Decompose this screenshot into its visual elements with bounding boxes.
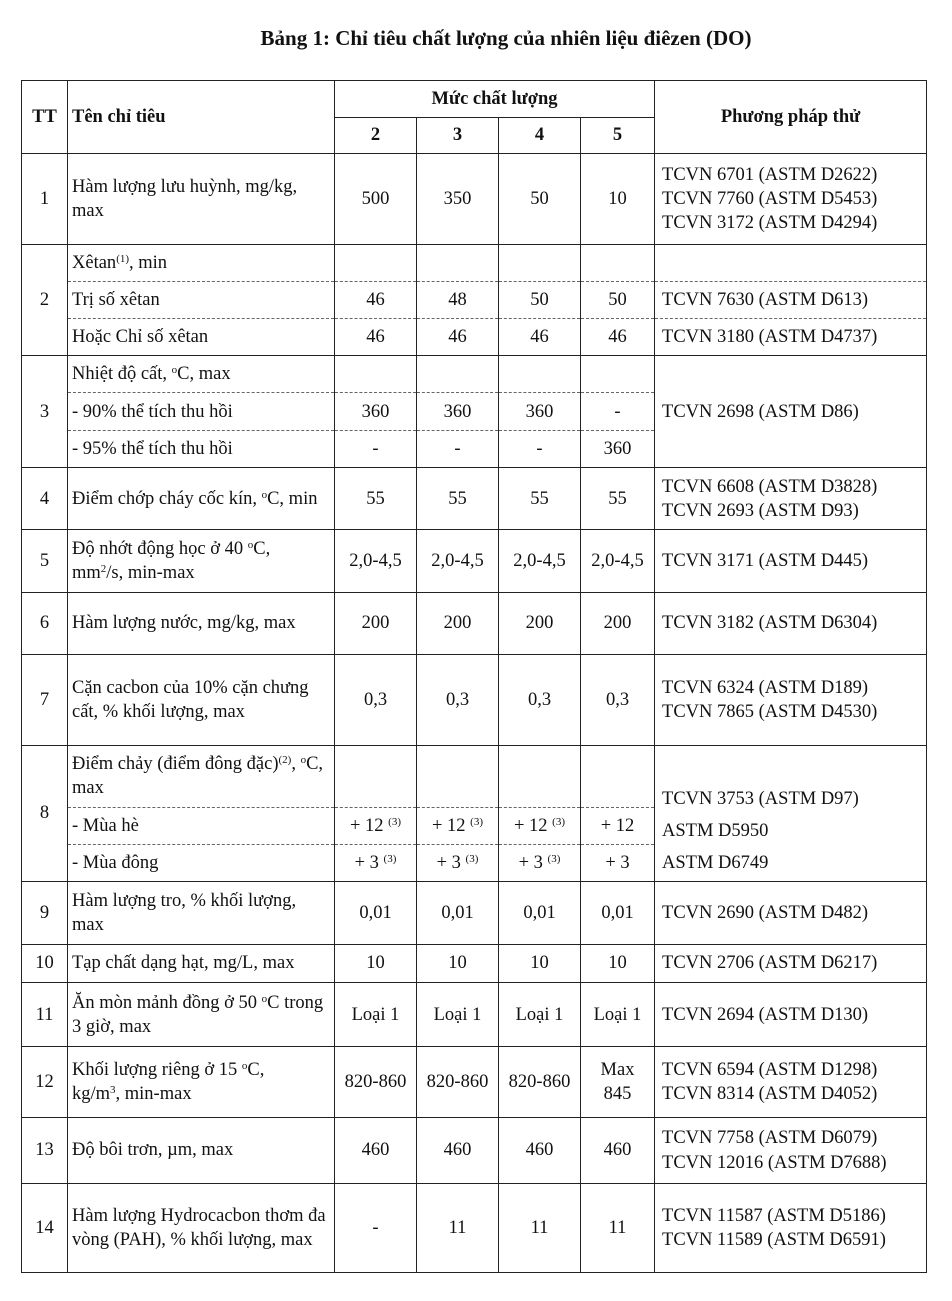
row-tt: 7 (22, 655, 68, 746)
method-line: TCVN 3753 (ASTM D97) (662, 789, 859, 810)
row-value: Loại 1 (335, 982, 417, 1046)
header-method: Phương pháp thử (655, 81, 927, 154)
row-tt: 1 (22, 154, 68, 245)
table-row (22, 655, 927, 746)
table-row (22, 882, 927, 944)
row-method (655, 745, 927, 882)
row-value: 46 (417, 319, 499, 356)
row-value: - (335, 1184, 417, 1273)
row-value: 0,3 (335, 655, 417, 746)
row-value: + 12 $^{(3)}$ (499, 807, 581, 844)
row-name: Độ bôi trơn, µm, max (68, 1117, 335, 1183)
method-line: TCVN 7760 (ASTM D5453) (662, 188, 878, 209)
row-tt: 8 (22, 745, 68, 882)
row-value: 0,01 (581, 882, 655, 944)
row-name: Tạp chất dạng hạt, mg/L, max (68, 944, 335, 982)
method-line: TCVN 8314 (ASTM D4052) (662, 1084, 878, 1105)
row-value: 200 (417, 592, 499, 654)
row-value: 48 (417, 281, 499, 318)
row-value: 460 (581, 1117, 655, 1183)
row-subname: - Mùa đông (68, 845, 335, 882)
row-method (655, 1117, 927, 1183)
method-line: TCVN 7865 (ASTM D4530) (662, 701, 878, 722)
header-tt: TT (22, 81, 68, 154)
row-value: + 3 $^{(3)}$ (335, 845, 417, 882)
row-value: 46 (335, 319, 417, 356)
row-value: 0,01 (417, 882, 499, 944)
row-method: TCVN 3182 (ASTM D6304) (655, 592, 927, 654)
row-name: Xêtan$^{(1)}$, min (68, 244, 335, 281)
row-value: 11 (499, 1184, 581, 1273)
row-method (655, 1184, 927, 1273)
row-value: - (417, 430, 499, 467)
header-quality-group: Mức chất lượng (335, 81, 655, 118)
method-line: TCVN 6701 (ASTM D2622) (662, 164, 878, 185)
row-value: 55 (499, 467, 581, 529)
table-row (22, 1117, 927, 1183)
row-value: 460 (417, 1117, 499, 1183)
row-value: 0,01 (335, 882, 417, 944)
row-value: 500 (335, 154, 417, 245)
table-row (22, 319, 927, 356)
row-method: TCVN 2706 (ASTM D6217) (655, 944, 927, 982)
row-value: 10 (581, 154, 655, 245)
row-subname: Hoặc Chỉ số xêtan (68, 319, 335, 356)
row-value: 55 (581, 467, 655, 529)
row-value: 2,0-4,5 (417, 530, 499, 592)
table-row (22, 1184, 927, 1273)
row-tt: 9 (22, 882, 68, 944)
method-line: ASTM D5950 (662, 821, 769, 842)
row-name: Ăn mòn mảnh đồng ở 50 $^o$C trong 3 giờ, max (68, 982, 335, 1046)
row-value: + 3 $^{(3)}$ (499, 845, 581, 882)
row-value: 50 (499, 154, 581, 245)
row-value: 350 (417, 154, 499, 245)
row-value: 0,3 (417, 655, 499, 746)
row-tt: 13 (22, 1117, 68, 1183)
row-value: 2,0-4,5 (335, 530, 417, 592)
row-method (655, 1047, 927, 1117)
row-value: 50 (499, 281, 581, 318)
row-subname: Trị số xêtan (68, 281, 335, 318)
row-value: + 12 (581, 807, 655, 844)
row-value: 820-860 (417, 1047, 499, 1117)
row-value: 820-860 (335, 1047, 417, 1117)
row-method: TCVN 7630 (ASTM D613) (655, 281, 927, 318)
method-line: TCVN 3172 (ASTM D4294) (662, 212, 878, 233)
row-value: 10 (417, 944, 499, 982)
row-name: Hàm lượng tro, % khối lượng, max (68, 882, 335, 944)
row-value: + 12 $^{(3)}$ (417, 807, 499, 844)
row-name: Nhiệt độ cất, $^o$C, max (68, 356, 335, 393)
method-line: TCVN 6594 (ASTM D1298) (662, 1060, 878, 1081)
row-name: Khối lượng riêng ở 15 $^o$C, $kg/m^3$, min-max (68, 1047, 335, 1117)
method-line: TCVN 12016 (ASTM D7688) (662, 1152, 887, 1173)
row-value: - (499, 430, 581, 467)
row-tt: 14 (22, 1184, 68, 1273)
row-tt: 12 (22, 1047, 68, 1117)
row-value: 46 (499, 319, 581, 356)
method-line: TCVN 6324 (ASTM D189) (662, 677, 869, 698)
row-value: 10 (499, 944, 581, 982)
table-row (22, 1047, 927, 1117)
row-value: Loại 1 (417, 982, 499, 1046)
row-value: Loại 1 (581, 982, 655, 1046)
row-tt: 5 (22, 530, 68, 592)
row-value: 10 (335, 944, 417, 982)
row-value: - (335, 430, 417, 467)
table-row (22, 281, 927, 318)
row-name: Hàm lượng Hydrocacbon thơm đa vòng (PAH), % khối lượng, max (68, 1184, 335, 1273)
row-method (655, 655, 927, 746)
table-row (22, 982, 927, 1046)
table-row (22, 944, 927, 982)
row-method: TCVN 3171 (ASTM D445) (655, 530, 927, 592)
table-row (22, 467, 927, 529)
row-value: 200 (499, 592, 581, 654)
method-line: ASTM D6749 (662, 853, 769, 874)
row-value: 11 (417, 1184, 499, 1273)
row-method: TCVN 2694 (ASTM D130) (655, 982, 927, 1046)
row-name: Độ nhớt động học ở 40 $^o$C, $mm^2/s$, min-max (68, 530, 335, 592)
row-value: 360 (499, 393, 581, 430)
row-value: Max 845 (581, 1047, 655, 1117)
method-line: TCVN 2693 (ASTM D93) (662, 500, 859, 521)
row-subname: - 90% thể tích thu hồi (68, 393, 335, 430)
row-subname: - Mùa hè (68, 807, 335, 844)
header-name: Tên chỉ tiêu (68, 81, 335, 154)
row-value: 820-860 (499, 1047, 581, 1117)
row-tt: 3 (22, 356, 68, 468)
header-level: 4 (499, 118, 581, 154)
row-value: 2,0-4,5 (581, 530, 655, 592)
row-value: 55 (417, 467, 499, 529)
header-level: 5 (581, 118, 655, 154)
table-row (22, 356, 927, 393)
row-value: + 3 $^{(3)}$ (417, 845, 499, 882)
method-line: TCVN 11587 (ASTM D5186) (662, 1206, 886, 1227)
row-value: 11 (581, 1184, 655, 1273)
row-method: TCVN 2690 (ASTM D482) (655, 882, 927, 944)
row-value: Loại 1 (499, 982, 581, 1046)
row-value: + 3 (581, 845, 655, 882)
row-name: Hàm lượng lưu huỳnh, mg/kg, max (68, 154, 335, 245)
row-value: 460 (499, 1117, 581, 1183)
row-value: 0,01 (499, 882, 581, 944)
table-title: Bảng 1: Chỉ tiêu chất lượng của nhiên liệu điêzen (DO) (260, 26, 752, 50)
row-value: 200 (335, 592, 417, 654)
row-tt: 10 (22, 944, 68, 982)
row-subname: - 95% thể tích thu hồi (68, 430, 335, 467)
row-name: Điểm chớp cháy cốc kín, $^o$C, min (68, 467, 335, 529)
method-line: TCVN 7758 (ASTM D6079) (662, 1128, 878, 1149)
row-name: Điểm chảy (điểm đông đặc)$^{(2)}$, $^o$C, max (68, 745, 335, 807)
row-tt: 6 (22, 592, 68, 654)
row-name: Cặn cacbon của 10% cặn chưng cất, % khối lượng, max (68, 655, 335, 746)
table-row (22, 244, 927, 281)
header-level: 3 (417, 118, 499, 154)
row-value: 360 (417, 393, 499, 430)
row-value: 2,0-4,5 (499, 530, 581, 592)
table-row (22, 154, 927, 245)
row-value: - (581, 393, 655, 430)
row-value: 360 (581, 430, 655, 467)
row-value: 10 (581, 944, 655, 982)
row-method (655, 467, 927, 529)
row-value: 46 (581, 319, 655, 356)
table-row (22, 530, 927, 592)
row-value: 460 (335, 1117, 417, 1183)
row-tt: 4 (22, 467, 68, 529)
row-value: 50 (581, 281, 655, 318)
row-method (655, 154, 927, 245)
row-name: Hàm lượng nước, mg/kg, max (68, 592, 335, 654)
table-row (22, 745, 927, 807)
row-value: + 12 $^{(3)}$ (335, 807, 417, 844)
table-row (22, 592, 927, 654)
row-method: TCVN 2698 (ASTM D86) (655, 356, 927, 468)
method-line: TCVN 6608 (ASTM D3828) (662, 476, 878, 497)
quality-table (21, 80, 927, 1273)
method-line: TCVN 11589 (ASTM D6591) (662, 1230, 886, 1251)
row-tt: 2 (22, 244, 68, 356)
row-value: 55 (335, 467, 417, 529)
row-value: 0,3 (499, 655, 581, 746)
header-level: 2 (335, 118, 417, 154)
row-value: 0,3 (581, 655, 655, 746)
row-value: 46 (335, 281, 417, 318)
row-method: TCVN 3180 (ASTM D4737) (655, 319, 927, 356)
row-value: 360 (335, 393, 417, 430)
row-tt: 11 (22, 982, 68, 1046)
row-value: 200 (581, 592, 655, 654)
